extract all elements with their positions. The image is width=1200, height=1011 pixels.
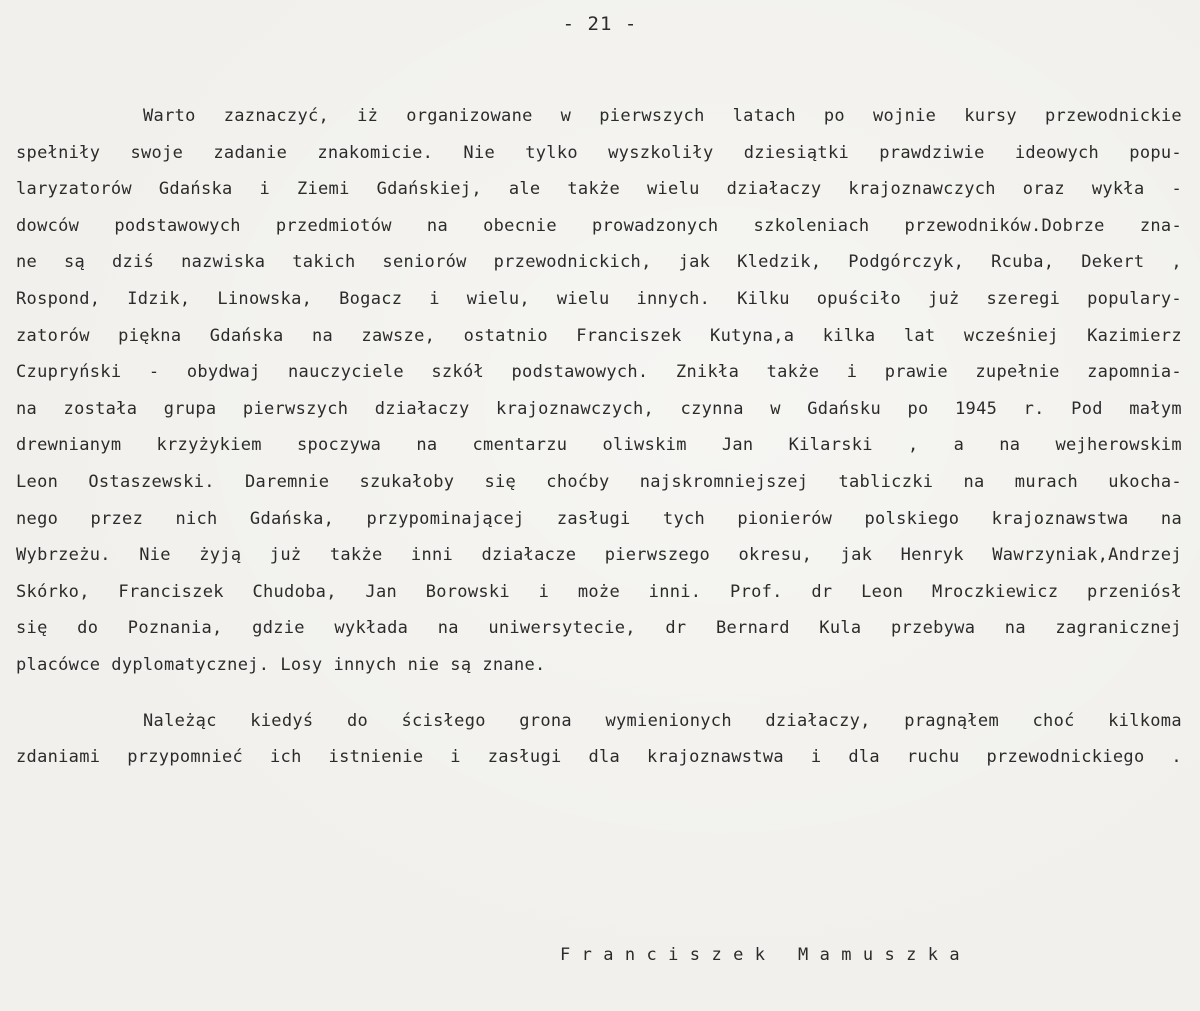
text-line: Leon Ostaszewski. Daremnie szukałoby się choćby najskromniejszej tabliczki na murach ukocha- (16, 471, 1182, 492)
text-line: dowców podstawowych przedmiotów na obecnie prowadzonych szkoleniach przewodników.Dobrze zna- (16, 215, 1182, 236)
text-line: Warto zaznaczyć, iż organizowane w pierwszych latach po wojnie kursy przewodnickie (143, 106, 1182, 126)
text-line: Rospond, Idzik, Linowska, Bogacz i wielu, wielu innych. Kilku opuściło już szeregi populary- (16, 288, 1182, 309)
text-line: spełniły swoje zadanie znakomicie. Nie tylko wyszkoliły dziesiątki prawdziwie ideowych popu- (16, 142, 1182, 163)
text-line: placówce dyplomatycznej. Losy innych nie są znane. (16, 654, 546, 675)
paragraph-2 (16, 703, 1182, 776)
paragraph-gap (16, 684, 1182, 703)
page-number: - 21 - (562, 13, 638, 35)
text-line: się do Poznania, gdzie wykłada na uniwersytecie, dr Bernard Kula przebywa na zagranicznej (16, 618, 1182, 639)
text-line: na została grupa pierwszych działaczy krajoznawczych, czynna w Gdańsku po 1945 r. Pod małym (16, 398, 1182, 419)
author-signature: Franciszek Mamuszka (560, 945, 972, 965)
text-line: Wybrzeżu. Nie żyją już także inni działacze pierwszego okresu, jak Henryk Wawrzyniak,Andrzej (16, 545, 1182, 566)
text-line: Należąc kiedyś do ścisłego grona wymienionych działaczy, pragnąłem choć kilkoma (143, 710, 1182, 731)
text-line: nego przez nich Gdańska, przypominającej zasługi tych pionierów polskiego krajoznawstwa na (16, 508, 1182, 529)
body-text (16, 98, 1182, 776)
text-line: zatorów piękna Gdańska na zawsze, ostatnio Franciszek Kutyna,a kilka lat wcześniej Kazimierz (16, 325, 1182, 346)
text-line: Skórko, Franciszek Chudoba, Jan Borowski i może inni. Prof. dr Leon Mroczkiewicz przeniósł (16, 581, 1182, 602)
text-line: Czupryński - obydwaj nauczyciele szkół podstawowych. Znikła także i prawie zupełnie zapomnia- (16, 362, 1182, 383)
text-line: ne są dziś nazwiska takich seniorów przewodnickich, jak Kledzik, Podgórczyk, Rcuba, Dekert , (16, 252, 1182, 273)
text-line: drewnianym krzyżykiem spoczywa na cmentarzu oliwskim Jan Kilarski , a na wejherowskim (16, 435, 1182, 456)
text-line: zdaniami przypomnieć ich istnienie i zasługi dla krajoznawstwa i dla ruchu przewodnickiego . (16, 747, 1182, 768)
paragraph-1 (16, 98, 1182, 684)
text-line: laryzatorów Gdańska i Ziemi Gdańskiej, ale także wielu działaczy krajoznawczych oraz wykła - (16, 179, 1182, 200)
